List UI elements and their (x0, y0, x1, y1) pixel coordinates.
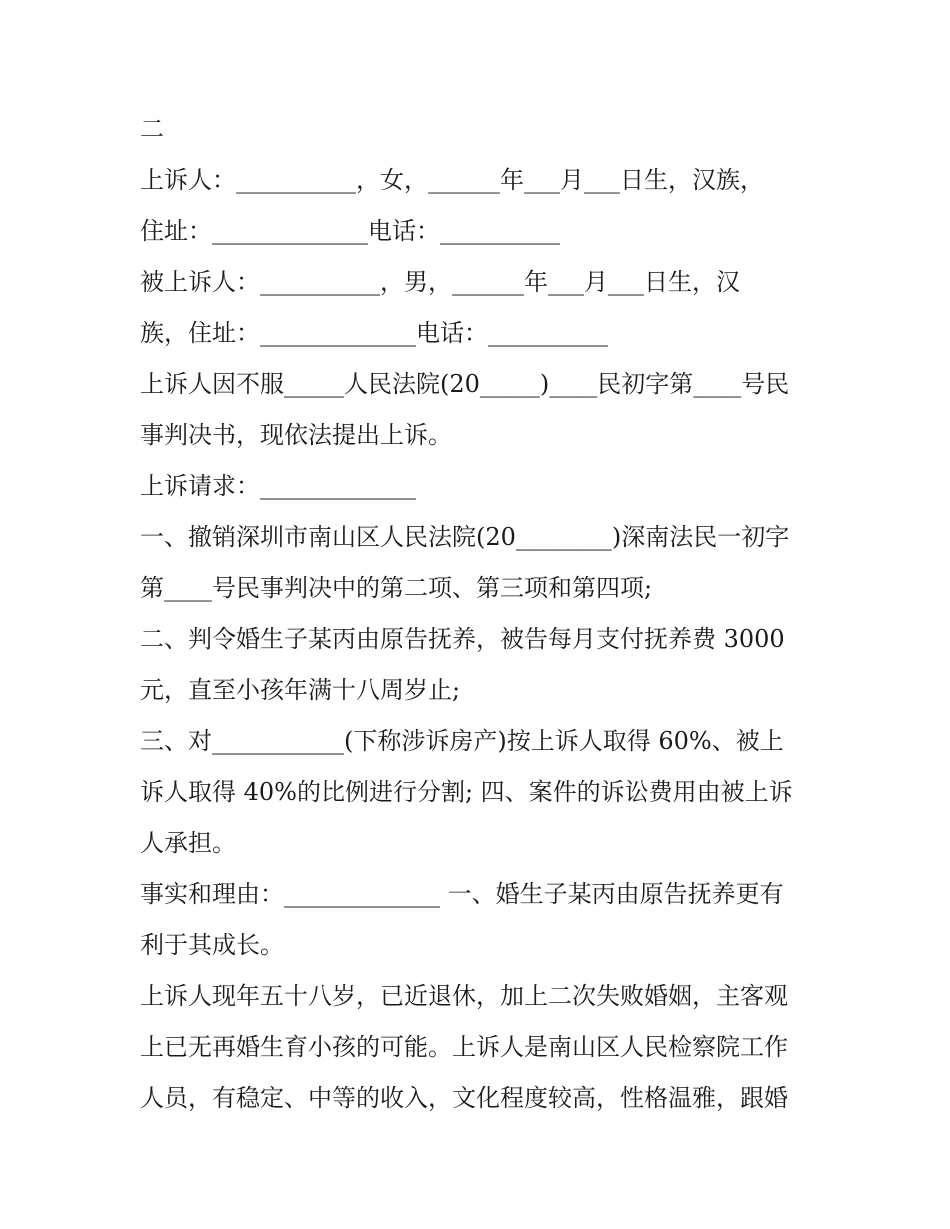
appeal-statement-line-2: 事判决书，现依法提出上诉。 (140, 421, 452, 449)
body-paragraph-line-1: 上诉人现年五十八岁，已近退休，加上二次失败婚姻，主客观 (140, 982, 788, 1010)
facts-reasons-line-2: 利于其成长。 (140, 931, 284, 959)
request-3-line-1: 三、对___________(下称涉诉房产)按上诉人取得 60%、被上 (140, 727, 784, 755)
request-1-line-2: 第____号民事判决中的第二项、第三项和第四项; (140, 574, 653, 602)
body-paragraph-line-3: 人员，有稳定、中等的收入，文化程度较高，性格温雅，跟婚 (140, 1084, 788, 1112)
body-paragraph-line-2: 上已无再婚生育小孩的可能。上诉人是南山区人民检察院工作 (140, 1033, 788, 1061)
appellant-info-line-1: 上诉人：__________，女，______年___月___日生，汉族， (140, 166, 764, 194)
request-2-line-2: 元，直至小孩年满十八周岁止; (140, 676, 461, 704)
document-body (140, 104, 820, 1124)
request-2-line-1: 二、判令婚生子某丙由原告抚养，被告每月支付抚养费 3000 (140, 625, 785, 653)
facts-reasons-line-1: 事实和理由：_____________ 一、婚生子某丙由原告抚养更有 (140, 880, 784, 908)
appellant-info-line-2: 住址：_____________电话：__________ (140, 217, 560, 245)
appeal-statement-line-1: 上诉人因不服_____人民法院(20_____)____民初字第____号民 (140, 370, 790, 398)
request-1-line-1: 一、撤销深圳市南山区人民法院(20________)深南法民一初字 (140, 523, 790, 551)
request-3-line-2: 诉人取得 40%的比例进行分割; 四、案件的诉讼费用由被上诉 (140, 778, 793, 806)
appellee-info-line-1: 被上诉人：__________，男，______年___月___日生，汉 (140, 268, 740, 296)
appellee-info-line-2: 族，住址：_____________电话：__________ (140, 319, 608, 347)
request-3-line-3: 人承担。 (140, 829, 236, 857)
appeal-request-heading: 上诉请求：_____________ (140, 472, 416, 500)
section-number: 二 (140, 115, 164, 143)
